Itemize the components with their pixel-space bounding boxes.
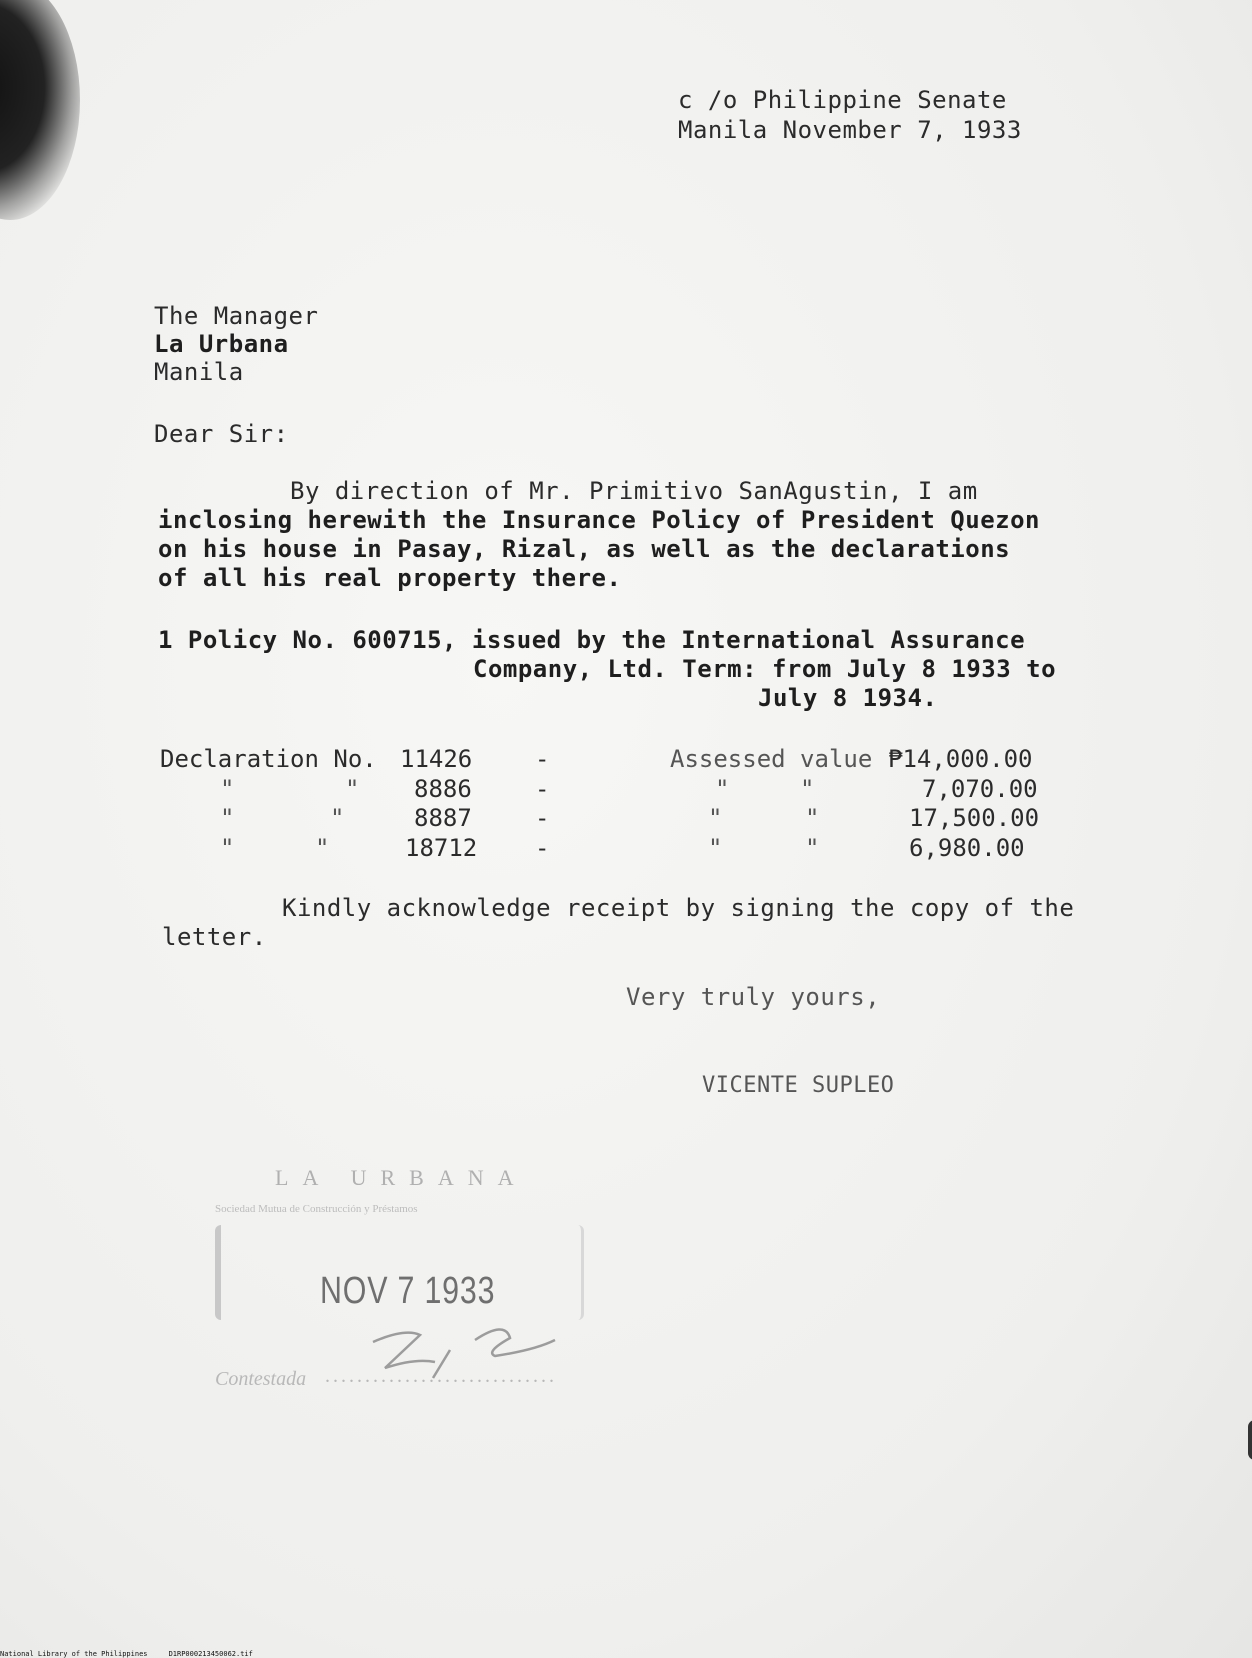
stamp-org: LA URBANA — [275, 1165, 528, 1190]
stamp-contested-label: Contestada — [215, 1368, 307, 1390]
valediction: Very truly yours, — [626, 983, 881, 1011]
edge-mark — [1248, 1420, 1252, 1460]
ditto-mark: " — [220, 834, 235, 862]
ditto-mark: " — [708, 834, 723, 862]
ditto-mark: " — [220, 804, 235, 832]
assessed-value: ₱14,000.00 — [888, 745, 1033, 773]
ditto-mark: " — [345, 775, 360, 803]
declaration-number: 8887 — [414, 804, 472, 832]
stamp-dotted-line: ............................. — [325, 1365, 557, 1387]
body-line-1: By direction of Mr. Primitivo SanAgustin, I am — [290, 477, 978, 505]
body-line-3: on his house in Pasay, Rizal, as well as the declarations — [158, 535, 1011, 563]
ditto-mark: " — [220, 775, 235, 803]
ditto-mark: " — [315, 834, 330, 862]
ditto-mark: " — [805, 834, 820, 862]
dash-separator: - — [535, 775, 550, 803]
assessed-value-label: Assessed value — [670, 745, 873, 773]
sender-line-1: c /o Philippine Senate — [678, 86, 1007, 114]
ink-blot — [0, 0, 80, 220]
assessed-value: 7,070.00 — [922, 775, 1038, 803]
recipient-line-3: Manila — [154, 358, 244, 386]
recipient-line-1: The Manager — [154, 302, 319, 330]
ditto-mark: " — [715, 775, 730, 803]
dash-separator: - — [535, 804, 550, 832]
request-line-1: Kindly acknowledge receipt by signing the copy of the — [282, 894, 1075, 922]
declaration-label: Declaration No. — [160, 745, 377, 773]
declaration-number: 8886 — [414, 775, 472, 803]
received-stamp — [215, 1165, 595, 1390]
body-line-4: of all his real property there. — [158, 564, 622, 592]
stamp-subtitle: Sociedad Mutua de Construcción y Préstamos — [215, 1203, 418, 1215]
policy-line-2: Company, Ltd. Term: from July 8 1933 to — [473, 655, 1057, 683]
policy-line-1: 1 Policy No. 600715, issued by the International Assurance — [158, 626, 1026, 654]
sender-date-line: Manila November 7, 1933 — [678, 116, 1022, 144]
stamp-date: NOV 7 1933 — [320, 1270, 496, 1312]
ditto-mark: " — [800, 775, 815, 803]
ditto-mark: " — [330, 804, 345, 832]
assessed-value: 6,980.00 — [909, 834, 1025, 862]
declaration-number: 11426 — [400, 745, 473, 773]
dash-separator: - — [535, 745, 550, 773]
salutation: Dear Sir: — [154, 420, 289, 448]
declaration-number: 18712 — [405, 834, 478, 862]
recipient-line-2: La Urbana — [154, 330, 289, 358]
dash-separator: - — [535, 834, 550, 862]
request-line-2: letter. — [162, 923, 267, 951]
body-line-2: inclosing herewith the Insurance Policy of President Quezon — [158, 506, 1041, 534]
assessed-value: 17,500.00 — [909, 804, 1040, 832]
ditto-mark: " — [708, 804, 723, 832]
signatory-name: VICENTE SUPLEO — [702, 1073, 895, 1098]
policy-line-3: July 8 1934. — [758, 684, 938, 712]
archive-footer: National Library of the Philippines D1RP000213450062.tif — [0, 1650, 253, 1658]
ditto-mark: " — [805, 804, 820, 832]
